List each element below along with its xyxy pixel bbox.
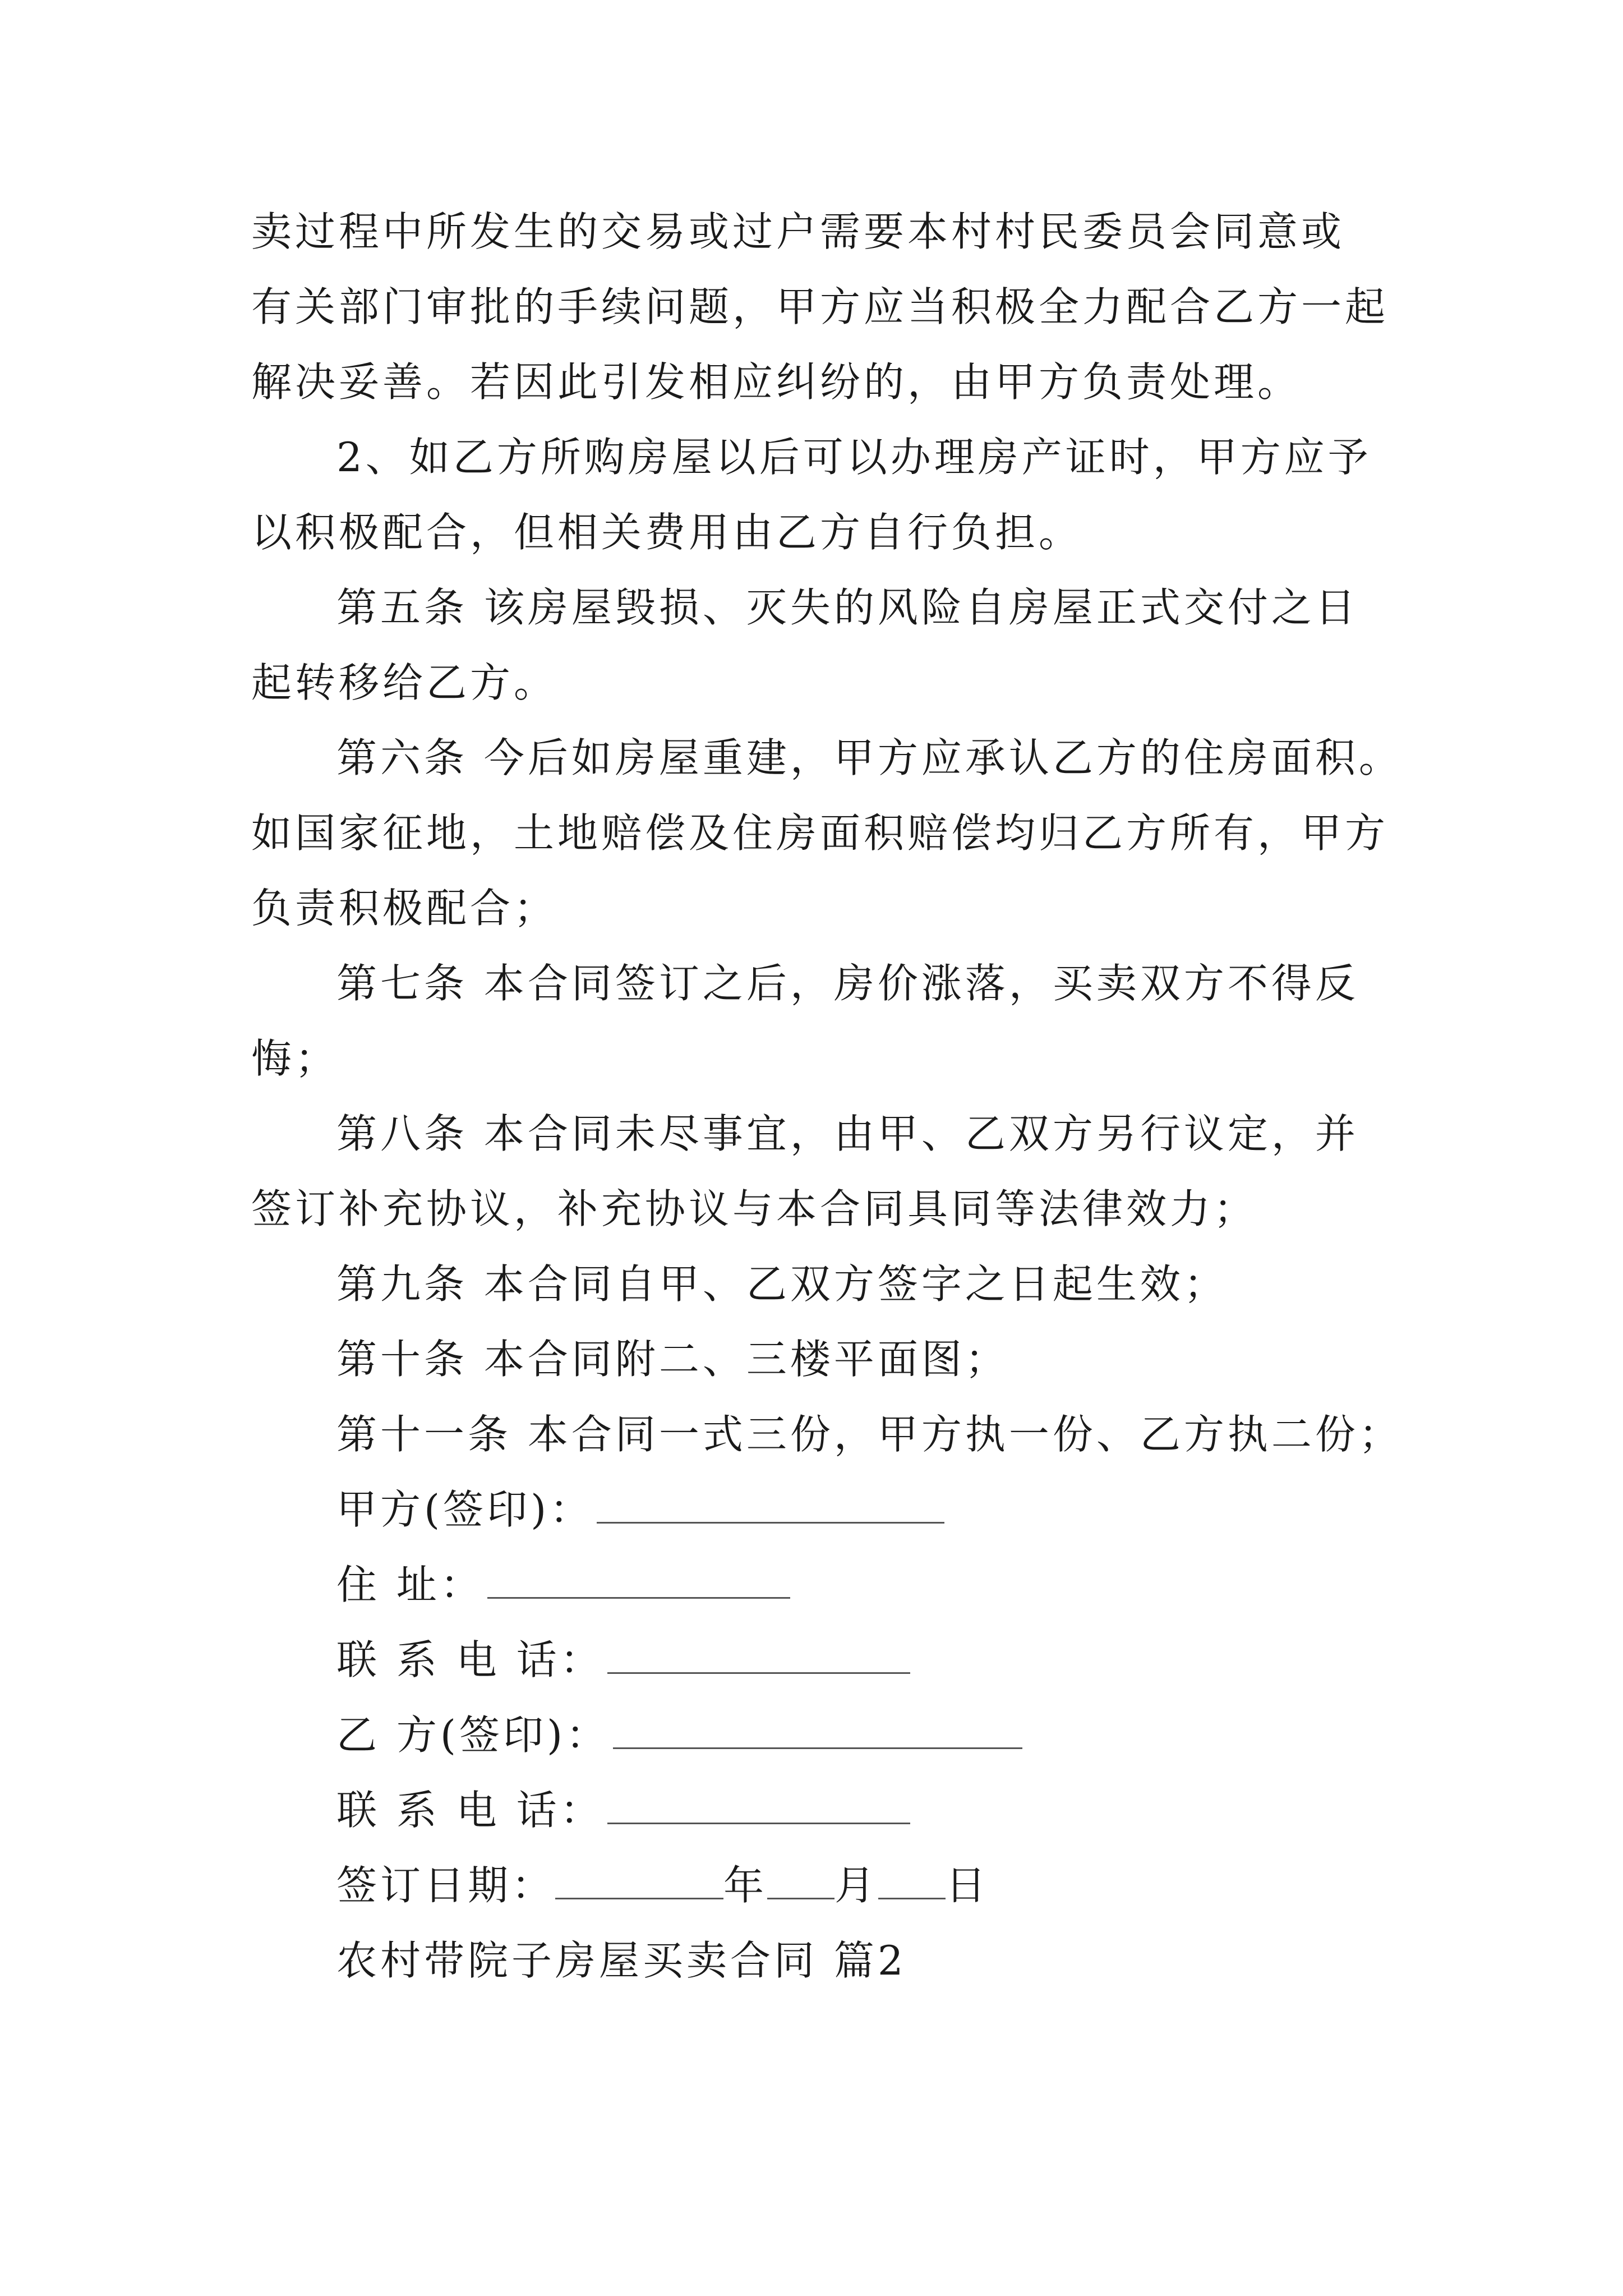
party-a-phone-blank[interactable]: [607, 1633, 910, 1674]
section-heading: 农村带院子房屋买卖合同 篇2: [336, 1937, 907, 1984]
text-line: 第八条 本合同未尽事宜，由甲、乙双方另行议定，并: [336, 1110, 1359, 1157]
text-line: 起转移给乙方。: [251, 659, 558, 706]
text-line: 以积极配合，但相关费用由乙方自行负担。: [251, 509, 1083, 556]
text-line: 负责积极配合；: [251, 885, 558, 932]
party-a-phone-label: 联 系 电 话：: [336, 1636, 604, 1683]
text-line: 如国家征地，土地赔偿及住房面积赔偿均归乙方所有，甲方: [251, 809, 1389, 857]
party-b-label: 乙 方(签印)：: [336, 1711, 610, 1759]
signing-date-label: 签订日期：: [336, 1862, 556, 1909]
party-b-phone-label: 联 系 电 话：: [336, 1787, 604, 1834]
year-label: 年: [723, 1862, 768, 1909]
text-line: 第六条 今后如房屋重建，甲方应承认乙方的住房面积。: [336, 734, 1403, 781]
day-label: 日: [946, 1862, 990, 1909]
text-line: 2、如乙方所购房屋以后可以办理房产证时，甲方应予: [336, 434, 1372, 481]
text-line: 第十一条 本合同一式三份，甲方执一份、乙方执二份；: [336, 1411, 1403, 1458]
day-blank[interactable]: [878, 1858, 946, 1899]
party-b-signature-row: [336, 1707, 1022, 1763]
signing-date-row: [336, 1857, 989, 1913]
text-line: 第七条 本合同签订之后，房价涨落，买卖双方不得反: [336, 960, 1359, 1007]
month-label: 月: [834, 1862, 879, 1909]
text-line: 第九条 本合同自甲、乙双方签字之日起生效；: [336, 1260, 1228, 1308]
month-blank[interactable]: [767, 1858, 834, 1899]
text-line: 卖过程中所发生的交易或过户需要本村村民委员会同意或: [251, 208, 1345, 255]
party-a-signature-row: [336, 1481, 944, 1538]
text-line: 悔；: [251, 1035, 339, 1082]
year-blank[interactable]: [555, 1858, 723, 1899]
address-row: [336, 1557, 790, 1613]
party-a-label: 甲方(签印)：: [336, 1486, 594, 1533]
text-line: 解决妥善。若因此引发相应纠纷的，由甲方负责处理。: [251, 358, 1302, 406]
text-line: 有关部门审批的手续问题，甲方应当积极全力配合乙方一起: [251, 283, 1389, 330]
text-line: 第五条 该房屋毁损、灭失的风险自房屋正式交付之日: [336, 584, 1359, 631]
text-line: 第十条 本合同附二、三楼平面图；: [336, 1336, 1009, 1383]
party-b-phone-row: [336, 1782, 910, 1838]
party-b-phone-blank[interactable]: [607, 1783, 910, 1824]
text-line: 签订补充协议，补充协议与本合同具同等法律效力；: [251, 1185, 1258, 1232]
party-b-signature-blank[interactable]: [613, 1708, 1022, 1749]
party-a-phone-row: [336, 1632, 910, 1688]
address-blank[interactable]: [487, 1558, 790, 1599]
address-label: 住 址：: [336, 1561, 484, 1608]
party-a-signature-blank[interactable]: [597, 1483, 944, 1524]
